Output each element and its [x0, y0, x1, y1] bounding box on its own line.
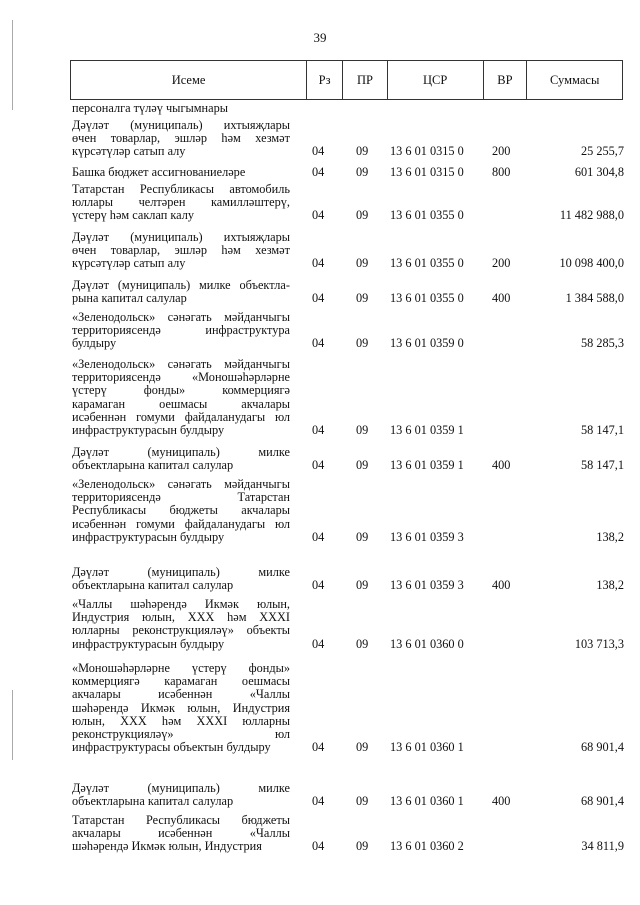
row-csr: 13 6 01 0355 0: [390, 291, 464, 306]
table-row: [72, 598, 624, 651]
row-name-line: Дәүләт (муниципаль) милке: [72, 781, 290, 795]
row-csr: 13 6 01 0359 1: [390, 422, 464, 437]
row-pr: 09: [356, 208, 369, 223]
table-row: [72, 102, 624, 115]
margin-line-bottom: [12, 690, 13, 760]
row-sum: 1 384 588,0: [565, 291, 624, 306]
row-csr: 13 6 01 0359 3: [390, 529, 464, 544]
header-pr: ПР: [342, 61, 387, 99]
row-rz: 04: [312, 208, 325, 223]
row-name-line: территориясендә Татарстан: [72, 490, 290, 505]
table-row: [72, 279, 624, 305]
row-sum: 10 098 400,0: [559, 256, 624, 271]
row-sum: 138,2: [596, 578, 624, 593]
table-row: [72, 446, 624, 472]
row-name-line: Дәүләт (муниципаль) милке: [72, 565, 290, 579]
row-name-line: инфраструктурасын булдыру: [72, 529, 225, 544]
row-pr: 09: [356, 164, 369, 179]
row-name-line: Дәүләт (муниципаль) ихтыяҗлары: [72, 230, 290, 244]
row-sum: 11 482 988,0: [559, 208, 624, 223]
row-sum: 25 255,7: [580, 144, 624, 159]
row-name-line: объектларына капитал салулар: [72, 578, 234, 593]
row-csr: 13 6 01 0355 0: [390, 256, 464, 271]
row-name-line: акчалары исәбеннән «Чаллы: [72, 687, 290, 702]
row-name-line: өчен товарлар, эшләр һәм хезмәт: [72, 243, 290, 258]
row-name-line: өчен товарлар, эшләр һәм хезмәт: [72, 131, 290, 146]
row-pr: 09: [356, 578, 369, 593]
row-name-line: инфраструктурасы объектын булдыру: [72, 740, 271, 755]
row-rz: 04: [312, 336, 325, 351]
row-sum: 601 304,8: [574, 164, 624, 179]
row-rz: 04: [312, 794, 325, 809]
row-sum: 68 901,4: [580, 794, 624, 809]
row-name-line: территориясендә инфраструктура: [72, 323, 290, 338]
row-name: [72, 358, 290, 437]
row-rz: 04: [312, 529, 325, 544]
table-row: [72, 231, 624, 271]
row-rz: 04: [312, 164, 325, 179]
table-row: [72, 566, 624, 592]
row-name: [72, 166, 290, 179]
row-name-line: рына капитал салулар: [72, 291, 187, 306]
row-name: [72, 662, 290, 754]
row-name: [72, 183, 290, 223]
row-name-line: инфраструктурасын булдыру: [72, 423, 225, 438]
row-name-line: объектларына капитал салулар: [72, 458, 234, 473]
row-csr: 13 6 01 0360 1: [390, 794, 464, 809]
row-csr: 13 6 01 0359 1: [390, 458, 464, 473]
row-name-line: объектларына капитал салулар: [72, 794, 234, 809]
row-name-line: «Зеленодольск» сәнәгать мәйданчыгы: [72, 357, 290, 371]
row-name-line: Дәүләт (муниципаль) ихтыяҗлары: [72, 118, 290, 132]
table-row: [72, 183, 624, 223]
row-pr: 09: [356, 839, 369, 854]
row-rz: 04: [312, 740, 325, 755]
row-csr: 13 6 01 0359 0: [390, 336, 464, 351]
row-name-line: карамаган оешмасы акчалары: [72, 396, 290, 411]
row-vr: 400: [492, 458, 511, 473]
row-vr: 400: [492, 794, 511, 809]
table-row: [72, 358, 624, 437]
row-name-line: исәбеннән гомуми файдаланудагы юл: [72, 516, 290, 531]
row-sum: 68 901,4: [580, 740, 624, 755]
table-row: [72, 814, 624, 854]
row-name-line: «Чаллы шәһәрендә Икмәк юлын,: [72, 597, 290, 611]
header-rz: Рз: [306, 61, 342, 99]
row-rz: 04: [312, 839, 325, 854]
header-csr: ЦСР: [387, 61, 483, 99]
row-sum: 58 147,1: [580, 422, 624, 437]
row-name: [72, 311, 290, 351]
row-name: [72, 231, 290, 271]
row-name-line: реконструкцияләү» юл: [72, 727, 290, 742]
row-pr: 09: [356, 336, 369, 351]
table-row: [72, 166, 624, 179]
row-rz: 04: [312, 636, 325, 651]
row-rz: 04: [312, 422, 325, 437]
row-name-line: күрсәтүләр сатып алу: [72, 256, 186, 271]
row-rz: 04: [312, 256, 325, 271]
row-name-line: Дәүләт (муниципаль) милке объектла-: [72, 278, 290, 292]
row-csr: 13 6 01 0359 3: [390, 578, 464, 593]
header-sum: Суммасы: [526, 61, 622, 99]
row-pr: 09: [356, 740, 369, 755]
row-name-line: персоналга түләү чыгымнары: [72, 101, 228, 115]
row-csr: 13 6 01 0360 1: [390, 740, 464, 755]
row-name-line: инфраструктурасын булдыру: [72, 636, 225, 651]
row-rz: 04: [312, 458, 325, 473]
table-row: [72, 119, 624, 159]
row-pr: 09: [356, 529, 369, 544]
row-name-line: үстерү һәм саклап калу: [72, 208, 195, 223]
row-name-line: территориясендә «Моношәһәрләрне: [72, 370, 290, 385]
row-sum: 58 147,1: [580, 458, 624, 473]
table-row: [72, 311, 624, 351]
row-csr: 13 6 01 0360 0: [390, 636, 464, 651]
row-csr: 13 6 01 0315 0: [390, 144, 464, 159]
row-vr: 200: [492, 256, 511, 271]
row-sum: 103 713,3: [574, 636, 624, 651]
row-name-line: «Моношәһәрләрне үстерү фонды»: [72, 661, 290, 675]
row-vr: 400: [492, 291, 511, 306]
row-rz: 04: [312, 291, 325, 306]
row-vr: 200: [492, 144, 511, 159]
row-name: [72, 566, 290, 592]
row-rz: 04: [312, 144, 325, 159]
row-name: [72, 782, 290, 808]
row-name: [72, 598, 290, 651]
header-vr: ВР: [483, 61, 527, 99]
row-vr: 400: [492, 578, 511, 593]
row-sum: 138,2: [596, 529, 624, 544]
table-row: [72, 478, 624, 544]
row-name-line: исәбеннән гомуми файдаланудагы юл: [72, 409, 290, 424]
row-name-line: Индустрия юлын, XXX һәм XXXI: [72, 610, 290, 625]
row-name-line: Дәүләт (муниципаль) милке: [72, 445, 290, 459]
row-name-line: акчалары исәбеннән «Чаллы: [72, 826, 290, 841]
row-name-line: «Зеленодольск» сәнәгать мәйданчыгы: [72, 477, 290, 491]
row-vr: 800: [492, 164, 511, 179]
table-row: [72, 662, 624, 754]
row-sum: 34 811,9: [581, 839, 624, 854]
row-pr: 09: [356, 144, 369, 159]
row-name-line: булдыру: [72, 336, 117, 351]
row-name: [72, 446, 290, 472]
row-name: [72, 814, 290, 854]
row-name-line: Татарстан Республикасы автомобиль: [72, 182, 290, 196]
row-name-line: юлын, XXX һәм XXXI юлларны: [72, 713, 290, 728]
row-pr: 09: [356, 636, 369, 651]
row-pr: 09: [356, 794, 369, 809]
row-name-line: юлларны реконструкцияләү» объекты: [72, 623, 290, 638]
row-csr: 13 6 01 0315 0: [390, 164, 464, 179]
row-pr: 09: [356, 458, 369, 473]
row-pr: 09: [356, 291, 369, 306]
page-number: 39: [313, 30, 327, 45]
row-pr: 09: [356, 422, 369, 437]
row-name: [72, 478, 290, 544]
row-name: [72, 119, 290, 159]
row-name-line: Татарстан Республикасы бюджеты: [72, 813, 290, 827]
row-name-line: үстерү фонды» коммерциягә: [72, 383, 290, 398]
table-header: [70, 60, 623, 100]
row-name-line: коммерциягә карамаган оешмасы: [72, 674, 290, 689]
row-rz: 04: [312, 578, 325, 593]
row-pr: 09: [356, 256, 369, 271]
row-name-line: юллары челтәрен камилләштерү,: [72, 195, 290, 210]
row-name-line: Республикасы бюджеты акчалары: [72, 503, 290, 518]
row-name-line: «Зеленодольск» сәнәгать мәйданчыгы: [72, 310, 290, 324]
row-name-line: күрсәтүләр сатып алу: [72, 144, 186, 159]
row-csr: 13 6 01 0355 0: [390, 208, 464, 223]
table-row: [72, 782, 624, 808]
row-csr: 13 6 01 0360 2: [390, 839, 464, 854]
header-name: Исеме: [171, 72, 206, 87]
row-name: [72, 102, 290, 115]
row-name-line: шәһәрендә Икмәк юлын, Индустрия: [72, 700, 290, 715]
row-name-line: шәһәрендә Икмәк юлын, Индустрия: [72, 839, 262, 854]
row-name: [72, 279, 290, 305]
row-name-line: Башка бюджет ассигнованиеләре: [72, 165, 246, 179]
row-sum: 58 285,3: [580, 336, 624, 351]
